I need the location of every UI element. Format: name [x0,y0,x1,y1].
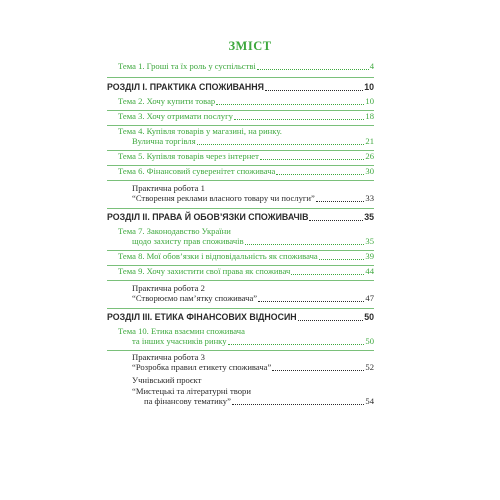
dot-leader [298,319,364,321]
toc-entry-topic-5[interactable] [118,151,374,162]
toc-entry-label-line2: та інших учасників ринку [132,336,227,346]
toc-entry-label: “Створення реклами власного товару чи послуги” [132,193,315,203]
toc-practical-work-2[interactable] [132,293,374,304]
dot-leader [319,258,365,260]
toc-entry-label: Тема 2. Хочу купити товар [118,96,216,106]
toc-entry-label: па фінансову тематику” [144,396,231,406]
dot-leader [257,68,369,70]
toc-page-number: 21 [365,136,374,146]
toc-practical-work-1[interactable] [132,193,374,204]
toc-entry-label: “Розробка правил етикету споживача” [132,362,272,372]
toc-page-number: 50 [365,336,374,346]
toc-page-number: 18 [365,111,374,121]
dot-leader [265,89,363,91]
toc-entry-topic-6[interactable] [118,166,374,177]
toc-entry-label: Тема 7. Законодавство України [118,226,231,236]
dot-leader [291,273,364,275]
toc-section-2[interactable] [107,212,374,223]
dot-leader [260,158,365,160]
toc-entry-label: Тема 4. Купівля товарів у магазині, на ринку. [118,126,282,136]
section-label: РОЗДІЛ І. ПРАКТИКА СПОЖИВАННЯ [107,82,264,92]
toc-entry-topic-10-cont[interactable] [118,336,374,347]
toc-entry-topic-9[interactable] [118,266,374,277]
toc-page-number: 54 [365,396,374,406]
toc-entry-label: Тема 8. Мої обов’язки і відповідальність як споживача [118,251,318,261]
toc-practical-work-3-heading: Практична робота 3 [132,352,205,362]
divider [107,308,374,309]
toc-entry-topic-1[interactable] [118,61,374,72]
toc-page-number: 39 [365,251,374,261]
toc-entry-topic-8[interactable] [118,251,374,262]
toc-practical-work-2-heading: Практична робота 2 [132,283,205,293]
toc-section-1[interactable] [107,82,374,93]
dot-leader [216,103,364,105]
toc-page-number: 26 [365,151,374,161]
divider [107,280,374,281]
section-label: РОЗДІЛ ІІІ. ЕТИКА ФІНАНСОВИХ ВІДНОСИН [107,312,297,322]
page-title: ЗМІСТ [228,39,272,53]
dot-leader [316,200,365,202]
toc-practical-work-3[interactable] [132,362,374,373]
section-label: РОЗДІЛ ІІ. ПРАВА Й ОБОВ’ЯЗКИ СПОЖИВАЧІВ [107,212,309,222]
toc-entry-topic-3[interactable] [118,111,374,122]
toc-page-number: 10 [364,82,374,92]
toc-page-number: 44 [365,266,374,276]
toc-entry-label-line2: щодо захисту прав споживачів [132,236,244,246]
toc-student-project-heading: Учнівський проєкт [132,375,202,385]
toc-entry-topic-4-cont[interactable] [118,136,374,147]
toc-page-number: 33 [365,193,374,203]
dot-leader [276,173,364,175]
toc-student-project-line2: “Мистецькі та літературні твори [132,386,251,396]
toc-entry-topic-2[interactable] [118,96,374,107]
toc-entry-label: Тема 1. Гроші та їх роль у суспільстві [118,61,256,71]
toc-entry-label: Тема 10. Етика взаємин споживача [118,326,245,336]
dot-leader [272,369,364,371]
toc-page-number: 52 [365,362,374,372]
toc-entry-label: Тема 5. Купівля товарів через інтернет [118,151,259,161]
dot-leader [228,343,365,345]
toc-entry-label: Тема 3. Хочу отримати послугу [118,111,233,121]
dot-leader [197,143,365,145]
dot-leader [234,118,364,120]
dot-leader [309,219,363,221]
toc-student-project[interactable] [144,396,374,407]
toc-page-number: 30 [365,166,374,176]
toc-entry-label: “Створюємо пам’ятку споживача” [132,293,258,303]
toc-page-number: 4 [369,61,374,71]
toc-page-number: 35 [365,236,374,246]
dot-leader [232,403,364,405]
divider [107,208,374,209]
toc-page-number: 10 [365,96,374,106]
dot-leader [245,243,365,245]
toc-page-number: 47 [365,293,374,303]
toc-entry-label-line2: Вулична торгівля [132,136,196,146]
toc-entry-label: Тема 6. Фінансовий суверенітет споживача [118,166,276,176]
divider [107,350,374,351]
toc-practical-work-1-heading: Практична робота 1 [132,183,205,193]
toc-entry-label: Тема 9. Хочу захистити свої права як споживач [118,266,291,276]
toc-page-number: 50 [364,312,374,322]
dot-leader [258,300,364,302]
divider [107,180,374,181]
toc-page-number: 35 [364,212,374,222]
toc-section-3[interactable] [107,312,374,323]
toc-entry-topic-7-cont[interactable] [118,236,374,247]
divider [107,77,374,78]
